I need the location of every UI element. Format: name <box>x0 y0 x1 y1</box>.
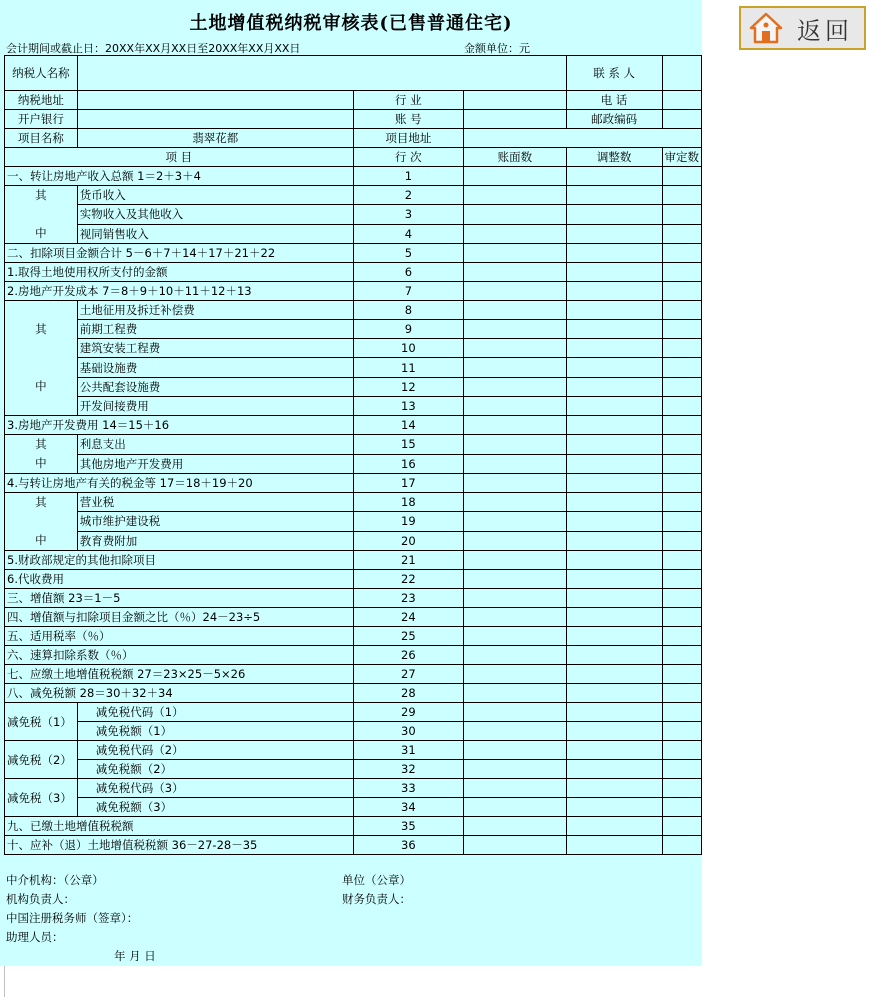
book-cell[interactable] <box>464 205 567 224</box>
taxpayer-name-cell[interactable] <box>77 56 566 91</box>
adjust-cell[interactable] <box>566 684 662 703</box>
adjust-cell[interactable] <box>566 817 662 836</box>
approved-cell[interactable] <box>662 779 702 798</box>
book-cell[interactable] <box>464 684 567 703</box>
approved-cell[interactable] <box>662 684 702 703</box>
row-number: 14 <box>353 416 463 435</box>
col-header-book: 账面数 <box>464 148 567 167</box>
item-label: 4.与转让房地产有关的税金等 17＝18＋19＋20 <box>5 474 354 493</box>
book-cell[interactable] <box>464 320 567 339</box>
row-number: 25 <box>353 627 463 646</box>
approved-cell[interactable] <box>662 817 702 836</box>
book-cell[interactable] <box>464 396 567 415</box>
item-label: 视同销售收入 <box>77 224 353 243</box>
item-label: 减免税额（2） <box>77 760 353 779</box>
row-number: 22 <box>353 570 463 589</box>
side-marker <box>5 512 77 531</box>
relief-group-label: 减免税（3） <box>5 779 78 817</box>
item-label: 1.取得土地使用权所支付的金额 <box>5 263 354 282</box>
table-row <box>5 703 702 722</box>
side-marker: 中 <box>35 379 47 393</box>
bank-cell[interactable] <box>77 110 353 129</box>
row-number: 7 <box>353 282 463 301</box>
side-marker: 中 <box>35 456 47 470</box>
side-label-cell <box>5 435 78 474</box>
book-cell[interactable] <box>464 779 567 798</box>
column-header-row <box>5 148 702 167</box>
side-marker: 其 <box>35 188 47 202</box>
item-label: 八、减免税额 28＝30＋32＋34 <box>5 684 354 703</box>
side-marker <box>5 339 77 358</box>
side-marker: 中 <box>35 533 47 547</box>
row-number: 24 <box>353 608 463 627</box>
item-label: 九、已缴土地增值税税额 <box>5 817 354 836</box>
table-row <box>5 377 702 396</box>
table-row <box>5 301 702 320</box>
industry-label: 行 业 <box>353 91 463 110</box>
approved-cell[interactable] <box>662 396 702 415</box>
row-number: 1 <box>353 167 463 186</box>
row-number: 3 <box>353 205 463 224</box>
approved-cell[interactable] <box>662 703 702 722</box>
table-row <box>5 608 702 627</box>
page-title: 土地增值税纳税审核表(已售普通住宅) <box>189 13 513 34</box>
side-marker: 中 <box>35 226 47 240</box>
item-label: 减免税代码（1） <box>77 703 353 722</box>
item-label: 2.房地产开发成本 7＝8＋9＋10＋11＋12＋13 <box>5 282 354 301</box>
table-row <box>5 665 702 684</box>
item-label: 建筑安装工程费 <box>77 339 353 358</box>
item-label: 前期工程费 <box>77 320 353 339</box>
side-marker: 其 <box>35 495 47 509</box>
accounting-period: 会计期间或截止日：20XX年XX月XX日至20XX年XX月XX日 <box>6 42 301 55</box>
table-row <box>5 205 702 224</box>
address-row <box>5 91 702 110</box>
row-number: 29 <box>353 703 463 722</box>
item-label: 二、扣除项目金额合计 5－6＋7＋14＋17＋21＋22 <box>5 244 354 263</box>
table-row <box>5 282 702 301</box>
row-number: 13 <box>353 396 463 415</box>
item-label: 四、增值额与扣除项目金额之比（％）24－23÷5 <box>5 608 354 627</box>
row-number: 6 <box>353 263 463 282</box>
contact-cell[interactable] <box>662 56 702 91</box>
item-label: 3.房地产开发费用 14＝15＋16 <box>5 416 354 435</box>
item-label: 七、应缴土地增值税税额 27＝23×25－5×26 <box>5 665 354 684</box>
approved-cell[interactable] <box>662 798 702 817</box>
adjust-cell[interactable] <box>566 358 662 377</box>
row-number: 12 <box>353 377 463 396</box>
table-row <box>5 454 702 474</box>
adjust-cell[interactable] <box>566 665 662 684</box>
col-header-item: 项 目 <box>5 148 354 167</box>
home-icon <box>749 11 783 45</box>
approved-cell[interactable] <box>662 722 702 741</box>
amount-unit: 金额单位：元 <box>464 42 530 55</box>
adjust-cell[interactable] <box>566 320 662 339</box>
book-cell[interactable] <box>464 817 567 836</box>
book-cell[interactable] <box>464 608 567 627</box>
col-header-row-no: 行 次 <box>353 148 463 167</box>
approved-cell[interactable] <box>662 377 702 396</box>
adjust-cell[interactable] <box>566 339 662 358</box>
approved-cell[interactable] <box>662 224 702 243</box>
side-label-cell <box>5 493 78 551</box>
project-row <box>5 129 702 148</box>
back-button-label: 返回 <box>797 16 853 45</box>
book-cell[interactable] <box>464 798 567 817</box>
row-number: 28 <box>353 684 463 703</box>
table-row <box>5 589 702 608</box>
approved-cell[interactable] <box>662 358 702 377</box>
adjust-cell[interactable] <box>566 760 662 779</box>
book-cell[interactable] <box>464 703 567 722</box>
adjust-cell[interactable] <box>566 224 662 243</box>
adjust-cell[interactable] <box>566 741 662 760</box>
table-row <box>5 320 702 339</box>
approved-cell[interactable] <box>662 167 702 186</box>
book-cell[interactable] <box>464 512 567 531</box>
item-label: 六、速算扣除系数（％） <box>5 646 354 665</box>
approved-cell[interactable] <box>662 435 702 455</box>
audit-table <box>4 55 702 855</box>
book-cell[interactable] <box>464 760 567 779</box>
project-address-cell[interactable] <box>464 129 702 148</box>
relief-group-label: 减免税（2） <box>5 741 78 779</box>
approved-cell[interactable] <box>662 263 702 282</box>
table-row <box>5 339 702 358</box>
table-row <box>5 817 702 836</box>
col-header-approved: 审定数 <box>662 148 702 167</box>
row-number: 20 <box>353 531 463 550</box>
adjust-cell[interactable] <box>566 377 662 396</box>
table-row <box>5 531 702 550</box>
adjust-cell[interactable] <box>566 798 662 817</box>
adjust-cell[interactable] <box>566 779 662 798</box>
adjust-cell[interactable] <box>566 416 662 435</box>
side-marker: 其 <box>35 437 47 451</box>
approved-cell[interactable] <box>662 205 702 224</box>
adjust-cell[interactable] <box>566 244 662 263</box>
row-number: 32 <box>353 760 463 779</box>
adjust-cell[interactable] <box>566 512 662 531</box>
row-number: 31 <box>353 741 463 760</box>
approved-cell[interactable] <box>662 493 702 512</box>
book-cell[interactable] <box>464 339 567 358</box>
side-label-cell <box>5 186 78 244</box>
approved-cell[interactable] <box>662 320 702 339</box>
adjust-cell[interactable] <box>566 205 662 224</box>
adjust-cell[interactable] <box>566 722 662 741</box>
bank-label: 开户银行 <box>5 110 78 129</box>
adjust-cell[interactable] <box>566 589 662 608</box>
adjust-cell[interactable] <box>566 396 662 415</box>
approved-cell[interactable] <box>662 244 702 263</box>
approved-cell[interactable] <box>662 186 702 205</box>
adjust-cell[interactable] <box>566 301 662 320</box>
col-header-adjust: 调整数 <box>566 148 662 167</box>
book-cell[interactable] <box>464 167 567 186</box>
row-number: 2 <box>353 186 463 205</box>
row-number: 33 <box>353 779 463 798</box>
item-label: 五、适用税率（％） <box>5 627 354 646</box>
footer-agency-head: 机构负责人： <box>6 892 75 906</box>
table-row <box>5 760 702 779</box>
book-cell[interactable] <box>464 301 567 320</box>
adjust-cell[interactable] <box>566 627 662 646</box>
project-address-label: 项目地址 <box>353 129 463 148</box>
book-cell[interactable] <box>464 263 567 282</box>
table-row <box>5 167 702 186</box>
table-row <box>5 512 702 531</box>
footer-date: 年 月 日 <box>114 949 156 963</box>
item-label: 其他房地产开发费用 <box>77 454 353 474</box>
row-number: 10 <box>353 339 463 358</box>
approved-cell[interactable] <box>662 416 702 435</box>
book-cell[interactable] <box>464 224 567 243</box>
table-row <box>5 684 702 703</box>
approved-cell[interactable] <box>662 665 702 684</box>
taxpayer-name-row <box>5 56 702 91</box>
adjust-cell[interactable] <box>566 263 662 282</box>
approved-cell[interactable] <box>662 760 702 779</box>
book-cell[interactable] <box>464 722 567 741</box>
row-number: 23 <box>353 589 463 608</box>
book-cell[interactable] <box>464 570 567 589</box>
approved-cell[interactable] <box>662 836 702 855</box>
sheet-edge <box>0 966 5 997</box>
row-number: 9 <box>353 320 463 339</box>
approved-cell[interactable] <box>662 589 702 608</box>
approved-cell[interactable] <box>662 474 702 493</box>
footer-unit-seal: 单位（公章） <box>342 873 411 887</box>
table-row <box>5 551 702 570</box>
account-cell[interactable] <box>464 110 567 129</box>
footer-assistant: 助理人员： <box>6 930 64 944</box>
book-cell[interactable] <box>464 358 567 377</box>
book-cell[interactable] <box>464 282 567 301</box>
phone-cell[interactable] <box>662 91 702 110</box>
approved-cell[interactable] <box>662 551 702 570</box>
book-cell[interactable] <box>464 244 567 263</box>
adjust-cell[interactable] <box>566 493 662 512</box>
address-cell[interactable] <box>77 91 353 110</box>
table-row <box>5 186 702 205</box>
item-label: 减免税额（3） <box>77 798 353 817</box>
table-row <box>5 396 702 415</box>
book-cell[interactable] <box>464 435 567 455</box>
approved-cell[interactable] <box>662 741 702 760</box>
item-label: 5.财政部规定的其他扣除项目 <box>5 551 354 570</box>
approved-cell[interactable] <box>662 627 702 646</box>
row-number: 19 <box>353 512 463 531</box>
adjust-cell[interactable] <box>566 703 662 722</box>
table-row <box>5 798 702 817</box>
adjust-cell[interactable] <box>566 836 662 855</box>
contact-label: 联 系 人 <box>566 56 662 91</box>
address-label: 纳税地址 <box>5 91 78 110</box>
footer-finance-head: 财务负责人： <box>342 892 411 906</box>
project-name-label: 项目名称 <box>5 129 78 148</box>
item-label: 货币收入 <box>77 186 353 205</box>
table-row <box>5 779 702 798</box>
table-row <box>5 435 702 455</box>
adjust-cell[interactable] <box>566 551 662 570</box>
side-marker <box>5 396 77 415</box>
table-row <box>5 646 702 665</box>
book-cell[interactable] <box>464 454 567 474</box>
table-row <box>5 722 702 741</box>
table-row <box>5 224 702 243</box>
item-label: 减免税代码（3） <box>77 779 353 798</box>
table-row <box>5 627 702 646</box>
book-cell[interactable] <box>464 589 567 608</box>
item-label: 公共配套设施费 <box>77 377 353 396</box>
adjust-cell[interactable] <box>566 282 662 301</box>
table-row <box>5 263 702 282</box>
row-number: 17 <box>353 474 463 493</box>
item-label: 开发间接费用 <box>77 396 353 415</box>
postcode-cell[interactable] <box>662 110 702 129</box>
approved-cell[interactable] <box>662 531 702 550</box>
side-marker: 其 <box>35 322 47 336</box>
book-cell[interactable] <box>464 186 567 205</box>
table-row <box>5 358 702 377</box>
row-number: 21 <box>353 551 463 570</box>
approved-cell[interactable] <box>662 339 702 358</box>
item-label: 6.代收费用 <box>5 570 354 589</box>
item-label: 教育费附加 <box>77 531 353 550</box>
book-cell[interactable] <box>464 416 567 435</box>
item-label: 减免税额（1） <box>77 722 353 741</box>
back-button[interactable] <box>739 6 866 50</box>
row-number: 26 <box>353 646 463 665</box>
table-row <box>5 416 702 435</box>
approved-cell[interactable] <box>662 454 702 474</box>
taxpayer-name-label: 纳税人名称 <box>5 56 78 91</box>
row-number: 11 <box>353 358 463 377</box>
phone-label: 电 话 <box>566 91 662 110</box>
book-cell[interactable] <box>464 493 567 512</box>
postcode-label: 邮政编码 <box>566 110 662 129</box>
side-marker <box>5 301 77 320</box>
table-row <box>5 244 702 263</box>
item-label: 一、转让房地产收入总额 1＝2＋3＋4 <box>5 167 354 186</box>
row-number: 35 <box>353 817 463 836</box>
row-number: 5 <box>353 244 463 263</box>
item-label: 实物收入及其他收入 <box>77 205 353 224</box>
book-cell[interactable] <box>464 474 567 493</box>
row-number: 8 <box>353 301 463 320</box>
footer-cpa: 中国注册税务师（签章）： <box>6 911 139 925</box>
adjust-cell[interactable] <box>566 435 662 455</box>
side-marker <box>5 205 77 224</box>
side-marker <box>5 358 77 377</box>
book-cell[interactable] <box>464 377 567 396</box>
item-label: 三、增值额 23＝1－5 <box>5 589 354 608</box>
row-number: 36 <box>353 836 463 855</box>
book-cell[interactable] <box>464 627 567 646</box>
approved-cell[interactable] <box>662 646 702 665</box>
book-cell[interactable] <box>464 646 567 665</box>
row-number: 16 <box>353 454 463 474</box>
item-label: 十、应补（退）土地增值税税额 36－27-28－35 <box>5 836 354 855</box>
side-label-cell <box>5 301 78 416</box>
approved-cell[interactable] <box>662 512 702 531</box>
book-cell[interactable] <box>464 836 567 855</box>
book-cell[interactable] <box>464 551 567 570</box>
book-cell[interactable] <box>464 741 567 760</box>
bank-row <box>5 110 702 129</box>
adjust-cell[interactable] <box>566 454 662 474</box>
book-cell[interactable] <box>464 665 567 684</box>
table-row <box>5 741 702 760</box>
item-label: 营业税 <box>77 493 353 512</box>
row-number: 18 <box>353 493 463 512</box>
item-label: 利息支出 <box>77 435 353 455</box>
project-name-value[interactable]: 翡翠花都 <box>77 129 353 148</box>
table-row <box>5 474 702 493</box>
item-label: 城市维护建设税 <box>77 512 353 531</box>
table-row <box>5 836 702 855</box>
row-number: 34 <box>353 798 463 817</box>
adjust-cell[interactable] <box>566 167 662 186</box>
adjust-cell[interactable] <box>566 474 662 493</box>
adjust-cell[interactable] <box>566 646 662 665</box>
approved-cell[interactable] <box>662 301 702 320</box>
table-row <box>5 570 702 589</box>
approved-cell[interactable] <box>662 282 702 301</box>
item-label: 土地征用及拆迁补偿费 <box>77 301 353 320</box>
row-number: 30 <box>353 722 463 741</box>
adjust-cell[interactable] <box>566 608 662 627</box>
adjust-cell[interactable] <box>566 531 662 550</box>
footer-agency: 中介机构：（公章） <box>6 873 104 887</box>
table-row <box>5 493 702 512</box>
relief-group-label: 减免税（1） <box>5 703 78 741</box>
approved-cell[interactable] <box>662 570 702 589</box>
adjust-cell[interactable] <box>566 570 662 589</box>
item-label: 减免税代码（2） <box>77 741 353 760</box>
book-cell[interactable] <box>464 531 567 550</box>
adjust-cell[interactable] <box>566 186 662 205</box>
account-label: 账 号 <box>353 110 463 129</box>
approved-cell[interactable] <box>662 608 702 627</box>
row-number: 4 <box>353 224 463 243</box>
item-label: 基础设施费 <box>77 358 353 377</box>
row-number: 27 <box>353 665 463 684</box>
row-number: 15 <box>353 435 463 455</box>
industry-cell[interactable] <box>464 91 567 110</box>
